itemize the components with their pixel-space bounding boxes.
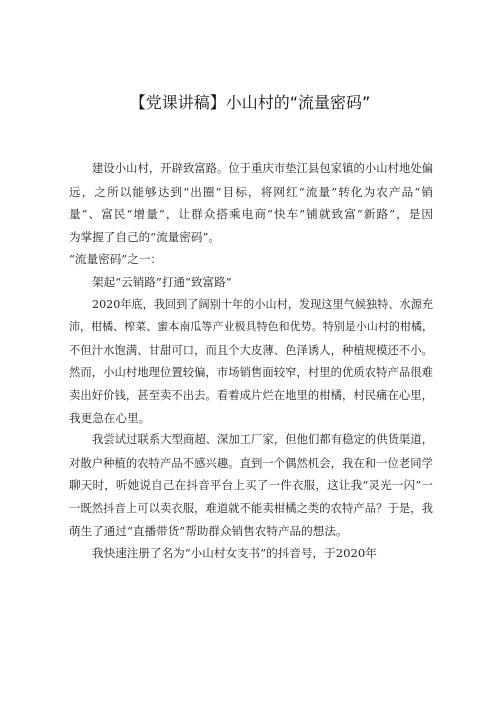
text-line: 我更急在心里。 — [69, 410, 151, 425]
text-line: 沛，柑橘、榨菜、蜜本南瓜等产业极具特色和优势。特别是小山村的柑橘， — [69, 320, 433, 334]
text-line: 不但汁水饱满、甘甜可口，而且个大皮薄、色泽诱人，种植规模还不小。 — [69, 342, 433, 357]
paragraph — [69, 158, 433, 248]
text-line: 2020年底，我回到了阔别十年的小山村，发现这里气候独特、水源充 — [92, 297, 433, 311]
paragraph — [69, 294, 433, 430]
text-line: 对散户种植的农特产品不感兴趣。直到一个偶然机会，我在和一位老同学 — [69, 455, 433, 470]
paragraph — [69, 542, 433, 565]
text-line: 一既然抖音上可以卖衣服，难道就不能卖柑橘之类的农特产品？于是，我 — [69, 500, 433, 515]
text-line: “流量密码”之一： — [69, 252, 163, 267]
text-line: 远，之所以能够达到“出圈”目标，将网红“流量”转化为农产品“销 — [69, 184, 433, 199]
text-line: 架起“云销路”打通“致富路” — [92, 274, 232, 289]
text-line: 我尝试过联系大型商超、深加工厂家，但他们都有稳定的供货渠道， — [92, 433, 433, 447]
section-heading — [69, 248, 433, 271]
text-line: 萌生了通过“直播带货”帮助群众销售农特产品的想法。 — [69, 523, 348, 538]
text-line: 然而，小山村地理位置较偏，市场销售面较窄，村里的优质农特产品很难 — [69, 365, 433, 380]
text-line: 卖出好价钱，甚至卖不出去。看着成片烂在地里的柑橘，村民痛在心里， — [69, 387, 433, 402]
text-line: 量”、富民“增量”，让群众搭乘电商“快车”铺就致富“新路”，是因 — [69, 207, 433, 222]
document-title: 【党课讲稿】小山村的“流量密码” — [129, 93, 371, 112]
text-line: 为掌握了自己的“流量密码”。 — [69, 229, 220, 244]
text-line: 聊天时，听她说自己在抖音平台上买了一件衣服，这让我“灵光一闪”一 — [69, 478, 433, 493]
text-line: 我快速注册了名为“小山村女支书”的抖音号，于2020年 — [92, 546, 377, 561]
document-body — [69, 158, 433, 565]
paragraph — [69, 429, 433, 542]
text-line: 建设小山村，开辟致富路。位于重庆市垫江县包家镇的小山村地处偏 — [92, 162, 433, 175]
subheading — [69, 271, 433, 294]
